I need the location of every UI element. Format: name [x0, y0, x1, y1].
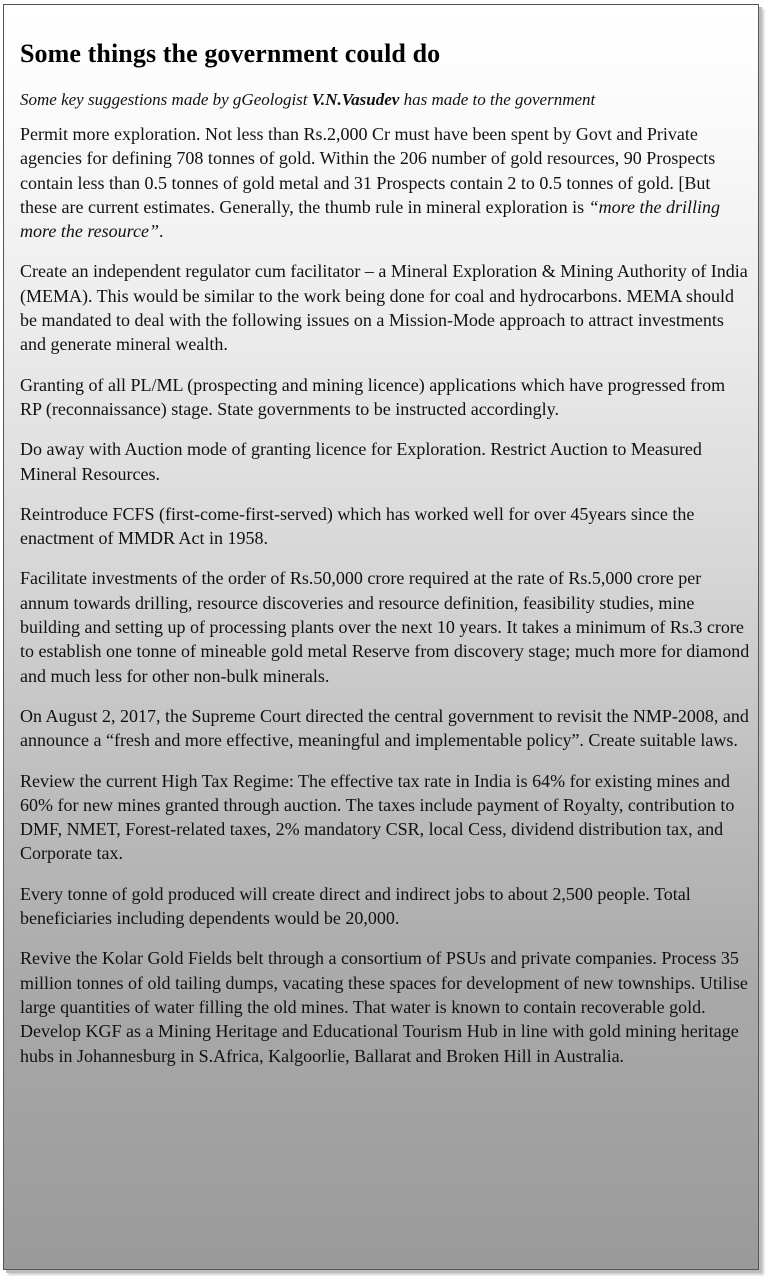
paragraph-tax-regime: Review the current High Tax Regime: The effective tax rate in India is 64% for existing mines and 60% for new mines granted through auction. The taxes include payment of Royalty, contribution to DMF, NMET, Forest-related taxes, 2% mandatory CSR, local Cess, dividend distribution tax, and Corporate tax.	[20, 770, 735, 864]
paragraph-pl-ml: Granting of all PL/ML (prospecting and mining licence) applications which have progressed from RP (reconnaissance) stage. State governments to be instructed accordingly.	[20, 374, 726, 419]
subtitle-prefix: Some key suggestions made by gGeologist	[20, 90, 312, 109]
paragraph-kgf: Revive the Kolar Gold Fields belt through a consortium of PSUs and private companies. Process 35 million tonnes of old tailing dumps, vacating these spaces for development of new townships. Utilise large quantities of water filling the old mines. That water is known to contain recoverable gold. Develop KGF as a Mining Heritage and Educational Tourism Hub in line with gold mining heritage hubs in Johannesburg in S.Africa, Kalgoorlie, Ballarat and Broken Hill in Australia.	[20, 948, 748, 1066]
suggestions-box	[3, 4, 759, 1270]
subtitle-suffix: has made to the government	[399, 90, 596, 109]
subtitle-author: V.N.Vasudev	[311, 90, 400, 109]
paragraph-jobs: Every tonne of gold produced will create direct and indirect jobs to about 2,500 people. Total beneficiaries including dependents would be 20,000.	[20, 883, 691, 929]
paragraph-investments: Facilitate investments of the order of Rs.50,000 crore required at the rate of Rs.5,000 crore per annum towards drilling, resource discoveries and resource definition, feasibility studies, mine building and setting up of processing plants over the next 10 years. It takes a minimum of Rs.3 crore to establish one tonne of mineable gold metal Reserve from discovery stage; much more for diamond and much less for other non-bulk minerals.	[20, 568, 750, 686]
paragraph-auction: Do away with Auction mode of granting licence for Exploration. Restrict Auction to Measured Mineral Resources.	[20, 439, 702, 484]
subtitle	[20, 89, 750, 111]
paragraph-fcfs: Reintroduce FCFS (first-come-first-served) which has worked well for over 45years since the enactment of MMDR Act in 1958.	[20, 503, 695, 549]
paragraph-supreme-court: On August 2, 2017, the Supreme Court directed the central government to revisit the NMP-2008, and announce a “fresh and more effective, meaningful and implementable policy”. Create suitable laws.	[20, 705, 749, 751]
paragraph-mema: Create an independent regulator cum facilitator – a Mineral Exploration & Mining Authority of India (MEMA). This would be similar to the work being done for coal and hydrocarbons. MEMA should be mandated to deal with the following issues on a Mission-Mode approach to attract investments and generate mineral wealth.	[20, 261, 748, 355]
box-content	[20, 39, 750, 1068]
paragraph-italic-quote: “more the drilling more the resource”	[20, 196, 720, 242]
paragraph-exploration	[20, 122, 750, 243]
paragraph-text: Permit more exploration. Not less than Rs.2,000 Cr must have been spent by Govt and Private agencies for defining 708 tonnes of gold. Within the 206 number of gold resources, 90 Prospects contain less than 0.5 tonnes of gold metal and 31 Prospects contain 2 to 0.5 tonnes of gold. [But these are current estimates. Generally, the thumb rule in mineral exploration is	[20, 124, 716, 217]
paragraph-tail: .	[158, 221, 164, 242]
page-title: Some things the government could do	[20, 39, 441, 68]
